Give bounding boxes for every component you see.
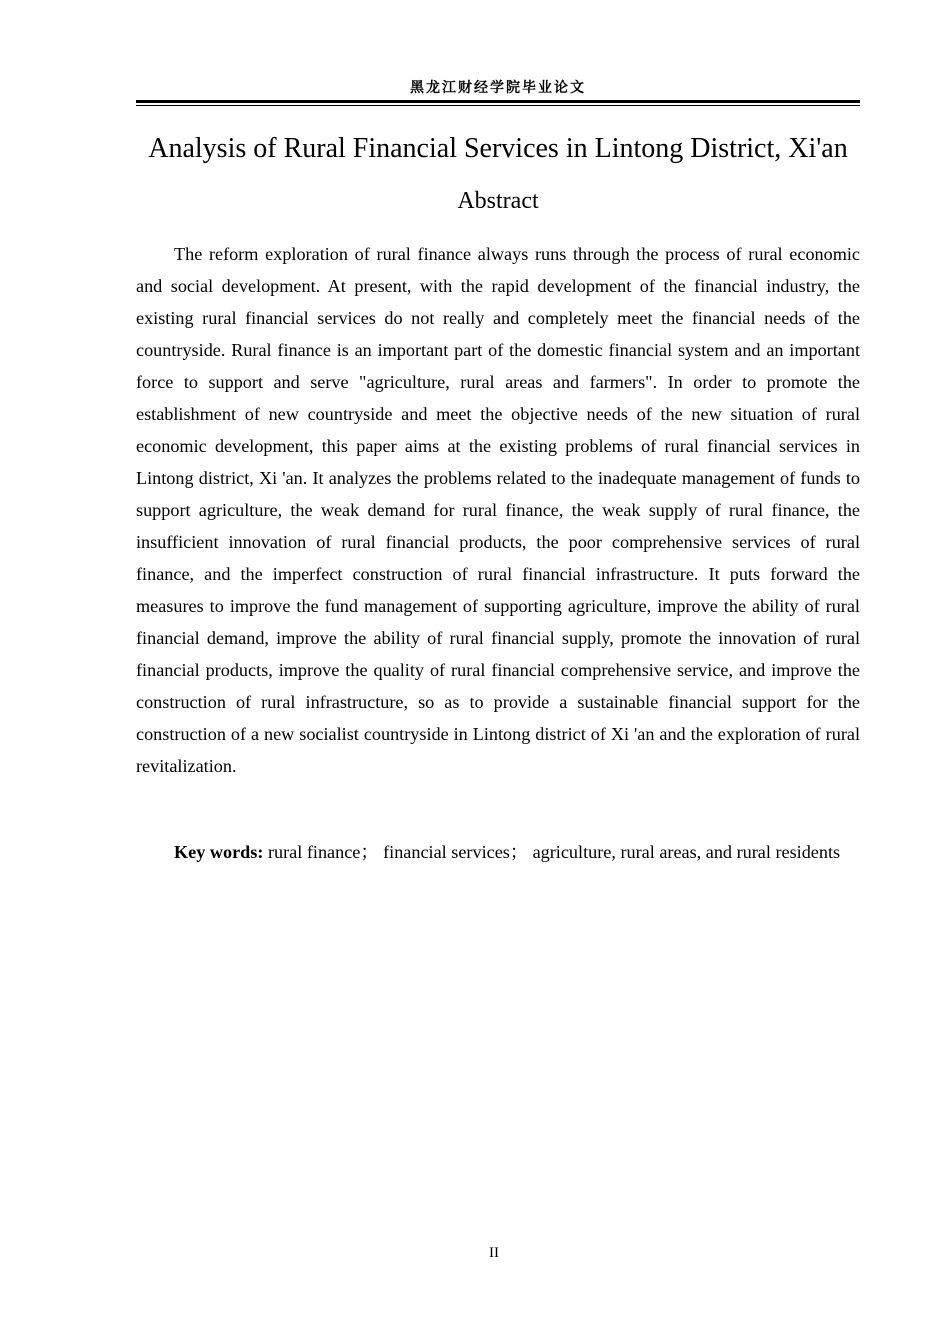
running-header: 黑龙江财经学院毕业论文 — [410, 81, 586, 96]
keywords-paragraph — [136, 836, 860, 868]
abstract-heading: Abstract — [457, 188, 539, 214]
header-rule-thin — [136, 105, 860, 106]
page-number: II — [489, 1245, 499, 1261]
keywords-text: rural finance； financial services； agriculture, rural areas, and rural residents — [263, 842, 841, 862]
keywords-label: Key words: — [174, 842, 264, 862]
paper-title: Analysis of Rural Financial Services in Lintong District, Xi'an — [148, 133, 848, 164]
abstract-body: The reform exploration of rural finance always runs through the process of rural economic and social development. At present, with the rapid development of the financial industry, the existing rural financial services do not really and completely meet the financial needs of the countryside. Rural finance is an important part of the domestic financial system and an important force to support and serve "agriculture, rural areas and farmers". In order to promote the establishment of new countryside and meet the objective needs of the new situation of rural economic development, this paper aims at the existing problems of rural financial services in Lintong district, Xi 'an. It analyzes the problems related to the inadequate management of funds to support agriculture, the weak demand for rural finance, the weak supply of rural finance, the insufficient innovation of rural financial products, the poor comprehensive services of rural finance, and the imperfect construction of rural financial infrastructure. It puts forward the measures to improve the fund management of supporting agriculture, improve the ability of rural financial demand, improve the ability of rural financial supply, promote the innovation of rural financial products, improve the quality of rural financial comprehensive service, and improve the construction of rural infrastructure, so as to provide a sustainable financial support for the construction of a new socialist countryside in Lintong district of Xi 'an and the exploration of rural revitalization. — [136, 244, 860, 776]
header-rule-thick — [136, 100, 860, 103]
